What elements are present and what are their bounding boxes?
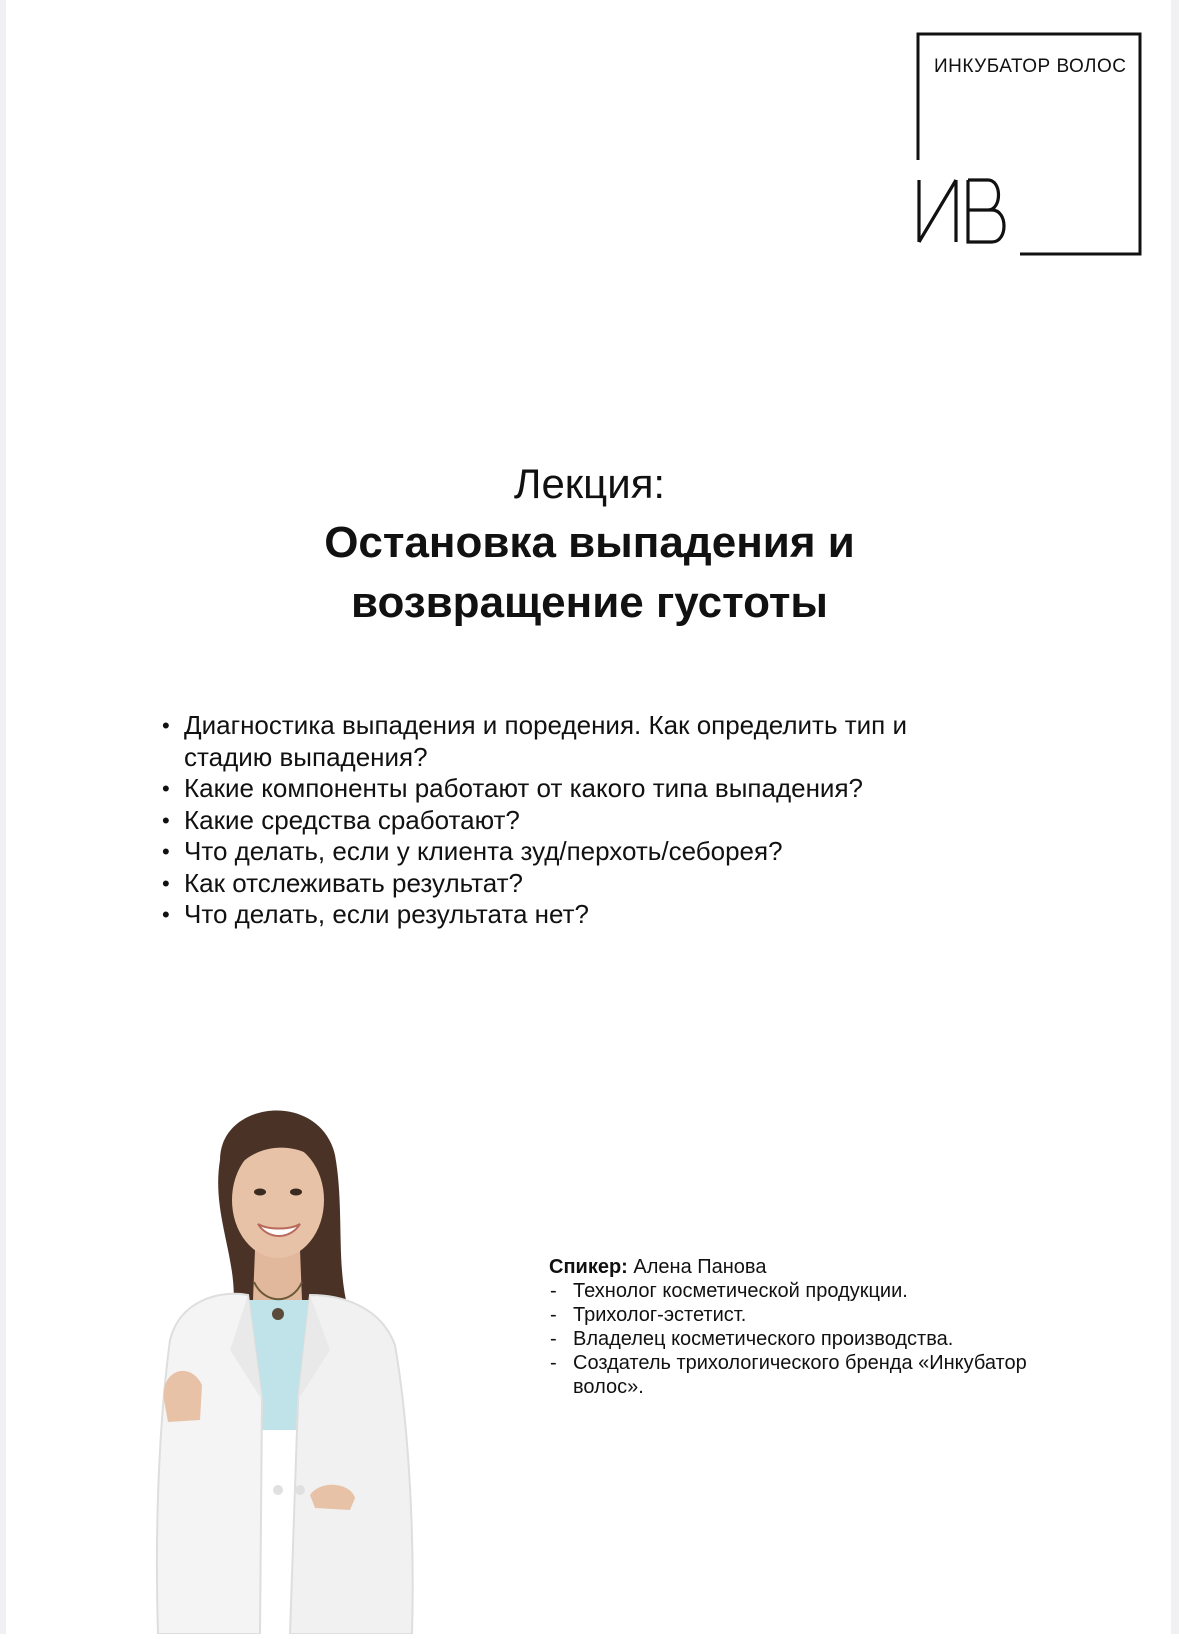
speaker-heading bbox=[549, 1255, 1069, 1279]
speaker-role-item: - Технолог косметической продукции. bbox=[550, 1280, 908, 1302]
logo-name-text: ИНКУБАТОР ВОЛОС bbox=[934, 56, 1127, 77]
speaker-photo bbox=[150, 1100, 480, 1634]
page-edge-right bbox=[1171, 0, 1179, 1634]
topics-list bbox=[160, 710, 1000, 931]
brand-logo bbox=[916, 32, 1142, 258]
topic-item: • Что делать, если у клиента зуд/перхоть/себорея? bbox=[162, 836, 783, 866]
topic-item: • Какие компоненты работают от какого типа выпадения? bbox=[162, 773, 863, 803]
speaker-label: Спикер: bbox=[549, 1256, 628, 1278]
speaker-info bbox=[549, 1255, 1069, 1399]
dash-icon: - bbox=[550, 1280, 557, 1302]
bullet-icon: • bbox=[162, 713, 170, 738]
dash-icon: - bbox=[550, 1352, 557, 1374]
dash-icon: - bbox=[550, 1304, 557, 1326]
topic-item: • Как отслеживать результат? bbox=[162, 867, 524, 898]
speaker-name: Алена Панова bbox=[633, 1256, 767, 1278]
lecture-title-line-1: Остановка выпадения и bbox=[324, 518, 855, 567]
speaker-roles-list bbox=[549, 1279, 1069, 1399]
topic-item: • Что делать, если результата нет? bbox=[162, 899, 589, 929]
speaker-role-item: - Трихолог-эстетист. bbox=[550, 1304, 747, 1326]
lecture-title-line-2: возвращение густоты bbox=[351, 578, 828, 627]
lecture-label: Лекция: bbox=[513, 460, 666, 507]
bullet-icon: • bbox=[162, 776, 170, 801]
speaker-role-item: - Владелец косметического производства. bbox=[550, 1328, 954, 1350]
speaker-illustration bbox=[150, 1100, 480, 1634]
bullet-icon: • bbox=[162, 807, 170, 833]
dash-icon: - bbox=[550, 1328, 557, 1350]
topic-item: • Какие средства сработают? bbox=[162, 804, 520, 835]
bullet-icon: • bbox=[162, 870, 170, 896]
bullet-icon: • bbox=[162, 839, 170, 864]
topic-item: • Диагностика выпадения и поредения. Как определить тип и стадию выпадения? bbox=[162, 710, 907, 772]
page-edge-left bbox=[0, 0, 6, 1634]
speaker-role-item: - Создатель трихологического бренда «Инкубатор волос». bbox=[550, 1352, 1027, 1398]
bullet-icon: • bbox=[162, 902, 170, 927]
lecture-title-block bbox=[0, 455, 1179, 633]
